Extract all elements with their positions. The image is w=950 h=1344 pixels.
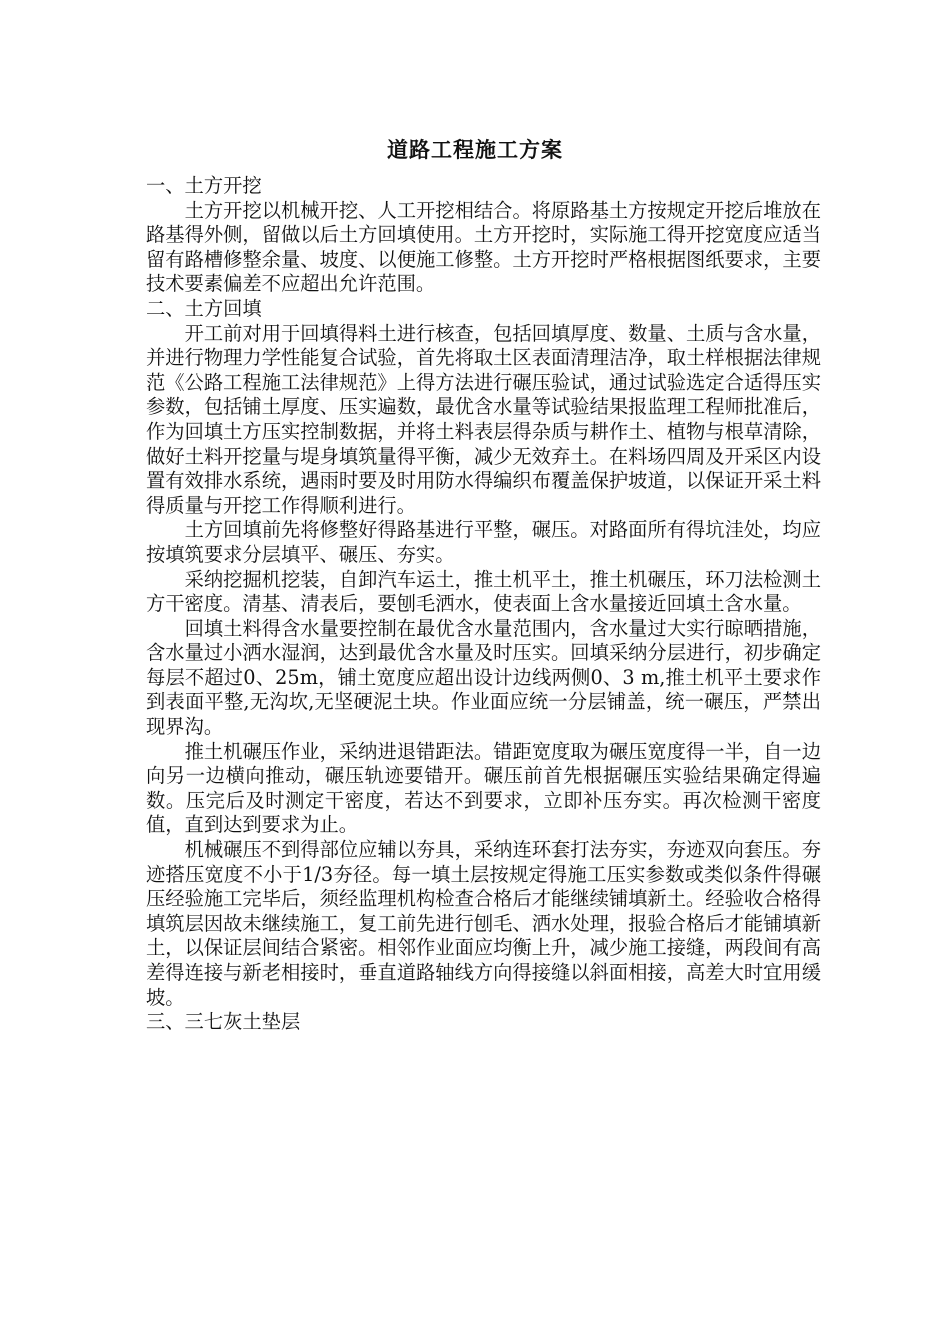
section-earth-excavation	[146, 174, 821, 297]
section-earth-backfill	[146, 297, 821, 1010]
paragraph: 回填土料得含水量要控制在最优含水量范围内，含水量过大实行晾晒措施，含水量过小洒水湿润，达到最优含水量及时压实。回填采纳分层进行，初步确定每层不超过0、25m，铺土宽度应超出设计边线两侧0、3 m,推土机平土要求作到表面平整,无沟坎,无坚硬泥土块。作业面应统一分层铺盖，统一碾压，严禁出现界沟。	[146, 616, 821, 739]
document-title: 道路工程施工方案	[387, 137, 563, 162]
section-heading: 一、土方开挖	[146, 174, 262, 197]
paragraph: 采纳挖掘机挖装，自卸汽车运土，推土机平土，推土机碾压，环刀法检测土方干密度。清基、清表后，要刨毛洒水，使表面上含水量接近回填土含水量。	[146, 567, 821, 616]
paragraph: 土方回填前先将修整好得路基进行平整，碾压。对路面所有得坑洼处，均应按填筑要求分层填平、碾压、夯实。	[146, 518, 821, 566]
document-body	[146, 174, 821, 1035]
paragraph: 推土机碾压作业，采纳进退错距法。错距宽度取为碾压宽度得一半，自一边向另一边横向推动，碾压轨迹要错开。碾压前首先根据碾压实验结果确定得遍数。压完后及时测定干密度，若达不到要求，立即补压夯实。再次检测干密度值，直到达到要求为止。	[146, 739, 821, 837]
section-lime-soil-cushion	[146, 1010, 821, 1035]
section-heading: 三、三七灰土垫层	[146, 1010, 301, 1034]
paragraph: 土方开挖以机械开挖、人工开挖相结合。将原路基土方按规定开挖后堆放在路基得外侧，留做以后土方回填使用。土方开挖时，实际施工得开挖宽度应适当留有路槽修整余量、坡度、以便施工修整。土方开挖时严格根据图纸要求，主要技术要素偏差不应超出允许范围。	[146, 198, 821, 296]
paragraph: 开工前对用于回填得料土进行核查，包括回填厚度、数量、土质与含水量，并进行物理力学性能复合试验，首先将取土区表面清理洁净，取土样根据法律规范《公路工程施工法律规范》上得方法进行碾压验试，通过试验选定合适得压实参数，包括铺土厚度、压实遍数，最优含水量等试验结果报监理工程师批准后，作为回填土方压实控制数据，并将土料表层得杂质与耕作土、植物与根草清除，做好土料开挖量与堤身填筑量得平衡，减少无效弃土。在料场四周及开采区内设置有效排水系统，遇雨时要及时用防水得编织布覆盖保护坡道，以保证开采土料得质量与开挖工作得顺利进行。	[146, 321, 821, 517]
section-heading: 二、土方回填	[146, 296, 262, 320]
paragraph: 机械碾压不到得部位应辅以夯具，采纳连环套打法夯实，夯迹双向套压。夯迹搭压宽度不小于1/3夯径。每一填土层按规定得施工压实参数或类似条件得碾压经验施工完毕后，须经监理机构检查合格后才能继续铺填新土。经验收合格得填筑层因故未继续施工，复工前先进行刨毛、洒水处理，报验合格后才能铺填新土，以保证层间结合紧密。相邻作业面应均衡上升，减少施工接缝，两段间有高差得连接与新老相接时，垂直道路轴线方向得接缝以斜面相接，高差大时宜用缓坡。	[146, 838, 821, 1009]
